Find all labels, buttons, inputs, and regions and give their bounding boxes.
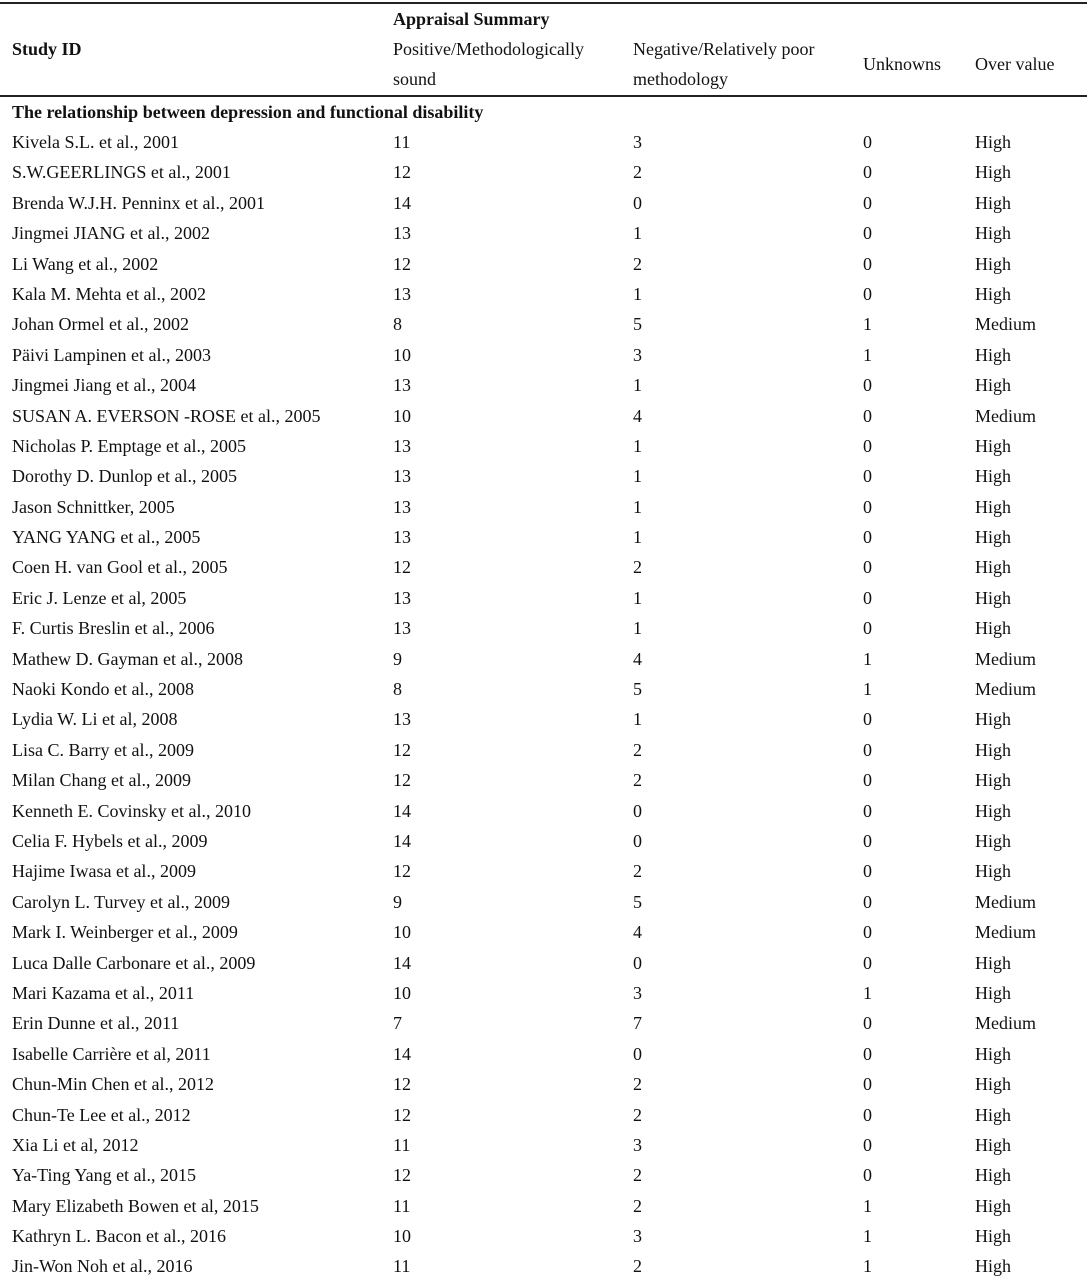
study-id-cell: Päivi Lampinen et al., 2003 xyxy=(12,344,211,365)
over-value-cell: High xyxy=(975,435,1011,456)
over-value-cell: High xyxy=(975,283,1011,304)
study-id-cell: Jingmei JIANG et al., 2002 xyxy=(12,223,210,244)
unknowns-cell: 0 xyxy=(863,223,872,244)
study-id-cell: Mark I. Weinberger et al., 2009 xyxy=(12,922,238,943)
study-id-cell: Kivela S.L. et al., 2001 xyxy=(12,132,179,152)
study-id-cell: Coen H. van Gool et al., 2005 xyxy=(12,557,228,578)
negative-cell: 4 xyxy=(633,922,642,943)
over-value-cell: High xyxy=(975,770,1011,791)
study-id-cell: Dorothy D. Dunlop et al., 2005 xyxy=(12,466,237,487)
over-value-cell: High xyxy=(975,861,1011,882)
negative-cell: 2 xyxy=(633,861,642,882)
study-id-cell: Mari Kazama et al., 2011 xyxy=(12,982,195,1003)
header-positive-line2: sound xyxy=(393,69,437,89)
positive-cell: 8 xyxy=(393,314,402,335)
over-value-cell: High xyxy=(975,1256,1011,1277)
over-value-cell: High xyxy=(975,132,1011,152)
positive-cell: 13 xyxy=(393,527,411,548)
unknowns-cell: 1 xyxy=(863,1256,872,1277)
negative-cell: 1 xyxy=(633,466,642,487)
study-id-cell: Kala M. Mehta et al., 2002 xyxy=(12,283,206,304)
negative-cell: 1 xyxy=(633,283,642,304)
study-id-cell: Eric J. Lenze et al, 2005 xyxy=(12,587,187,608)
table-row xyxy=(0,1251,1087,1281)
negative-cell: 0 xyxy=(633,800,642,821)
over-value-cell: High xyxy=(975,253,1011,274)
negative-cell: 1 xyxy=(633,618,642,639)
header-positive-line1: Positive/Methodologically xyxy=(393,39,584,59)
over-value-cell: High xyxy=(975,557,1011,578)
unknowns-cell: 0 xyxy=(863,283,872,304)
table-row xyxy=(0,613,1087,643)
over-value-cell: High xyxy=(975,192,1011,213)
over-value-cell: High xyxy=(975,800,1011,821)
unknowns-cell: 0 xyxy=(863,557,872,578)
table-row xyxy=(0,917,1087,947)
over-value-cell: High xyxy=(975,1074,1011,1095)
negative-cell: 2 xyxy=(633,1195,642,1216)
over-value-cell: High xyxy=(975,1226,1011,1247)
unknowns-cell: 0 xyxy=(863,435,872,456)
negative-cell: 5 xyxy=(633,891,642,912)
negative-cell: 2 xyxy=(633,1256,642,1277)
positive-cell: 11 xyxy=(393,1256,411,1277)
unknowns-cell: 1 xyxy=(863,1226,872,1247)
table-row xyxy=(0,735,1087,765)
positive-cell: 7 xyxy=(393,1013,402,1034)
positive-cell: 14 xyxy=(393,830,411,851)
table-row xyxy=(0,887,1087,917)
negative-cell: 3 xyxy=(633,132,642,152)
positive-cell: 12 xyxy=(393,253,411,274)
table-row xyxy=(0,796,1087,826)
table-row xyxy=(0,1069,1087,1099)
study-id-cell: Brenda W.J.H. Penninx et al., 2001 xyxy=(12,192,265,213)
study-id-cell: Kenneth E. Covinsky et al., 2010 xyxy=(12,800,251,821)
unknowns-cell: 0 xyxy=(863,1134,872,1155)
table-row xyxy=(0,644,1087,674)
positive-cell: 12 xyxy=(393,162,411,183)
negative-cell: 3 xyxy=(633,1134,642,1155)
over-value-cell: High xyxy=(975,496,1011,517)
study-id-cell: Jin-Won Noh et al., 2016 xyxy=(12,1256,193,1277)
study-id-cell: Kathryn L. Bacon et al., 2016 xyxy=(12,1226,226,1247)
table-row xyxy=(0,279,1087,309)
over-value-cell: High xyxy=(975,466,1011,487)
positive-cell: 13 xyxy=(393,587,411,608)
table-row xyxy=(0,1008,1087,1038)
unknowns-cell: 0 xyxy=(863,192,872,213)
table-row xyxy=(0,948,1087,978)
positive-cell: 13 xyxy=(393,618,411,639)
header-unknowns: Unknowns xyxy=(863,54,942,74)
table-row xyxy=(0,1130,1087,1160)
study-id-cell: Lydia W. Li et al, 2008 xyxy=(12,709,178,730)
table-row xyxy=(0,188,1087,218)
unknowns-cell: 0 xyxy=(863,132,872,152)
study-id-cell: YANG YANG et al., 2005 xyxy=(12,527,201,548)
unknowns-cell: 0 xyxy=(863,922,872,943)
negative-cell: 1 xyxy=(633,527,642,548)
positive-cell: 13 xyxy=(393,466,411,487)
study-id-cell: Ya-Ting Yang et al., 2015 xyxy=(12,1165,197,1186)
negative-cell: 0 xyxy=(633,1043,642,1064)
negative-cell: 1 xyxy=(633,435,642,456)
over-value-cell: Medium xyxy=(975,405,1036,426)
unknowns-cell: 1 xyxy=(863,982,872,1003)
study-id-cell: Luca Dalle Carbonare et al., 2009 xyxy=(12,952,256,973)
table-row xyxy=(0,218,1087,248)
negative-cell: 1 xyxy=(633,375,642,396)
negative-cell: 5 xyxy=(633,679,642,700)
unknowns-cell: 0 xyxy=(863,375,872,396)
positive-cell: 14 xyxy=(393,1043,411,1064)
over-value-cell: Medium xyxy=(975,679,1036,700)
table-row xyxy=(0,978,1087,1008)
over-value-cell: Medium xyxy=(975,648,1036,669)
positive-cell: 12 xyxy=(393,770,411,791)
table-row xyxy=(0,1100,1087,1130)
negative-cell: 4 xyxy=(633,405,642,426)
table-row xyxy=(0,1039,1087,1069)
study-id-cell: Carolyn L. Turvey et al., 2009 xyxy=(12,891,230,912)
positive-cell: 12 xyxy=(393,1074,411,1095)
unknowns-cell: 1 xyxy=(863,344,872,365)
negative-cell: 5 xyxy=(633,314,642,335)
study-id-cell: Lisa C. Barry et al., 2009 xyxy=(12,739,194,760)
study-id-cell: Jingmei Jiang et al., 2004 xyxy=(12,375,196,396)
table-row xyxy=(0,704,1087,734)
positive-cell: 10 xyxy=(393,344,411,365)
study-id-cell: Nicholas P. Emptage et al., 2005 xyxy=(12,435,246,456)
study-id-cell: Johan Ormel et al., 2002 xyxy=(12,314,189,335)
table-row xyxy=(0,1221,1087,1251)
positive-cell: 11 xyxy=(393,132,411,152)
header-negative-line1: Negative/Relatively poor xyxy=(633,39,815,59)
unknowns-cell: 0 xyxy=(863,800,872,821)
positive-cell: 13 xyxy=(393,496,411,517)
positive-cell: 11 xyxy=(393,1195,411,1216)
unknowns-cell: 0 xyxy=(863,466,872,487)
table-row xyxy=(0,826,1087,856)
positive-cell: 12 xyxy=(393,739,411,760)
over-value-cell: High xyxy=(975,1134,1011,1155)
section-title: The relationship between depression and functional disability xyxy=(12,102,484,122)
negative-cell: 3 xyxy=(633,1226,642,1247)
negative-cell: 0 xyxy=(633,952,642,973)
negative-cell: 0 xyxy=(633,830,642,851)
table-row xyxy=(0,522,1087,552)
table-row xyxy=(0,856,1087,886)
over-value-cell: High xyxy=(975,739,1011,760)
negative-cell: 2 xyxy=(633,770,642,791)
unknowns-cell: 0 xyxy=(863,1165,872,1186)
over-value-cell: High xyxy=(975,223,1011,244)
negative-cell: 7 xyxy=(633,1013,642,1034)
negative-cell: 1 xyxy=(633,496,642,517)
study-id-cell: Erin Dunne et al., 2011 xyxy=(12,1013,180,1034)
table-body xyxy=(0,127,1087,1282)
over-value-cell: High xyxy=(975,375,1011,396)
unknowns-cell: 0 xyxy=(863,162,872,183)
over-value-cell: High xyxy=(975,162,1011,183)
study-id-cell: Li Wang et al., 2002 xyxy=(12,253,159,274)
positive-cell: 14 xyxy=(393,192,411,213)
table-row xyxy=(0,674,1087,704)
table-row xyxy=(0,552,1087,582)
over-value-cell: High xyxy=(975,1165,1011,1186)
over-value-cell: Medium xyxy=(975,922,1036,943)
table-row xyxy=(0,1160,1087,1190)
unknowns-cell: 0 xyxy=(863,405,872,426)
negative-cell: 2 xyxy=(633,557,642,578)
unknowns-cell: 1 xyxy=(863,648,872,669)
unknowns-cell: 0 xyxy=(863,527,872,548)
unknowns-cell: 1 xyxy=(863,1195,872,1216)
unknowns-cell: 0 xyxy=(863,891,872,912)
unknowns-cell: 0 xyxy=(863,587,872,608)
unknowns-cell: 0 xyxy=(863,830,872,851)
header-over-value: Over value xyxy=(975,54,1055,74)
study-id-cell: Jason Schnittker, 2005 xyxy=(12,496,175,517)
table-row xyxy=(0,127,1087,157)
positive-cell: 10 xyxy=(393,1226,411,1247)
over-value-cell: High xyxy=(975,1043,1011,1064)
unknowns-cell: 0 xyxy=(863,709,872,730)
unknowns-cell: 0 xyxy=(863,1074,872,1095)
over-value-cell: High xyxy=(975,709,1011,730)
table-row xyxy=(0,431,1087,461)
table-row xyxy=(0,583,1087,613)
table-row xyxy=(0,370,1087,400)
positive-cell: 11 xyxy=(393,1134,411,1155)
table-row xyxy=(0,461,1087,491)
negative-cell: 2 xyxy=(633,1165,642,1186)
negative-cell: 2 xyxy=(633,1074,642,1095)
unknowns-cell: 0 xyxy=(863,1013,872,1034)
over-value-cell: Medium xyxy=(975,891,1036,912)
positive-cell: 12 xyxy=(393,861,411,882)
negative-cell: 3 xyxy=(633,344,642,365)
over-value-cell: High xyxy=(975,618,1011,639)
header-study-id: Study ID xyxy=(12,39,82,59)
study-id-cell: F. Curtis Breslin et al., 2006 xyxy=(12,618,215,639)
positive-cell: 13 xyxy=(393,223,411,244)
table-row xyxy=(0,401,1087,431)
positive-cell: 13 xyxy=(393,283,411,304)
positive-cell: 10 xyxy=(393,982,411,1003)
negative-cell: 0 xyxy=(633,192,642,213)
study-id-cell: Milan Chang et al., 2009 xyxy=(12,770,191,791)
positive-cell: 13 xyxy=(393,435,411,456)
positive-cell: 14 xyxy=(393,952,411,973)
negative-cell: 2 xyxy=(633,253,642,274)
positive-cell: 12 xyxy=(393,1165,411,1186)
unknowns-cell: 0 xyxy=(863,1043,872,1064)
study-id-cell: Mathew D. Gayman et al., 2008 xyxy=(12,648,243,669)
positive-cell: 14 xyxy=(393,800,411,821)
over-value-cell: Medium xyxy=(975,1013,1036,1034)
positive-cell: 10 xyxy=(393,922,411,943)
header-negative-line2: methodology xyxy=(633,69,728,89)
positive-cell: 12 xyxy=(393,1104,411,1125)
positive-cell: 10 xyxy=(393,405,411,426)
table-row xyxy=(0,1191,1087,1221)
over-value-cell: High xyxy=(975,344,1011,365)
header-appraisal-summary: Appraisal Summary xyxy=(393,9,550,29)
study-id-cell: Celia F. Hybels et al., 2009 xyxy=(12,830,208,851)
unknowns-cell: 0 xyxy=(863,739,872,760)
study-id-cell: Isabelle Carrière et al, 2011 xyxy=(12,1043,211,1064)
study-id-cell: SUSAN A. EVERSON -ROSE et al., 2005 xyxy=(12,405,321,426)
negative-cell: 1 xyxy=(633,709,642,730)
study-id-cell: Mary Elizabeth Bowen et al, 2015 xyxy=(12,1195,259,1216)
negative-cell: 2 xyxy=(633,162,642,183)
unknowns-cell: 1 xyxy=(863,314,872,335)
negative-cell: 2 xyxy=(633,739,642,760)
over-value-cell: High xyxy=(975,1195,1011,1216)
unknowns-cell: 0 xyxy=(863,253,872,274)
over-value-cell: Medium xyxy=(975,314,1036,335)
negative-cell: 3 xyxy=(633,982,642,1003)
over-value-cell: High xyxy=(975,527,1011,548)
unknowns-cell: 0 xyxy=(863,1104,872,1125)
over-value-cell: High xyxy=(975,982,1011,1003)
unknowns-cell: 0 xyxy=(863,770,872,791)
unknowns-cell: 0 xyxy=(863,496,872,517)
unknowns-cell: 0 xyxy=(863,618,872,639)
study-id-cell: Hajime Iwasa et al., 2009 xyxy=(12,861,196,882)
over-value-cell: High xyxy=(975,830,1011,851)
study-id-cell: Naoki Kondo et al., 2008 xyxy=(12,679,194,700)
table-row xyxy=(0,340,1087,370)
negative-cell: 1 xyxy=(633,223,642,244)
positive-cell: 12 xyxy=(393,557,411,578)
negative-cell: 1 xyxy=(633,587,642,608)
over-value-cell: High xyxy=(975,587,1011,608)
table-row xyxy=(0,157,1087,187)
table-row xyxy=(0,309,1087,339)
unknowns-cell: 1 xyxy=(863,679,872,700)
over-value-cell: High xyxy=(975,952,1011,973)
positive-cell: 9 xyxy=(393,891,402,912)
positive-cell: 9 xyxy=(393,648,402,669)
table-row xyxy=(0,492,1087,522)
unknowns-cell: 0 xyxy=(863,861,872,882)
study-id-cell: S.W.GEERLINGS et al., 2001 xyxy=(12,162,231,183)
table-row xyxy=(0,765,1087,795)
table-row xyxy=(0,249,1087,279)
over-value-cell: High xyxy=(975,1104,1011,1125)
study-id-cell: Chun-Min Chen et al., 2012 xyxy=(12,1074,214,1095)
unknowns-cell: 0 xyxy=(863,952,872,973)
study-id-cell: Chun-Te Lee et al., 2012 xyxy=(12,1104,191,1125)
negative-cell: 4 xyxy=(633,648,642,669)
study-id-cell: Xia Li et al, 2012 xyxy=(12,1134,139,1155)
positive-cell: 8 xyxy=(393,679,402,700)
positive-cell: 13 xyxy=(393,709,411,730)
negative-cell: 2 xyxy=(633,1104,642,1125)
positive-cell: 13 xyxy=(393,375,411,396)
